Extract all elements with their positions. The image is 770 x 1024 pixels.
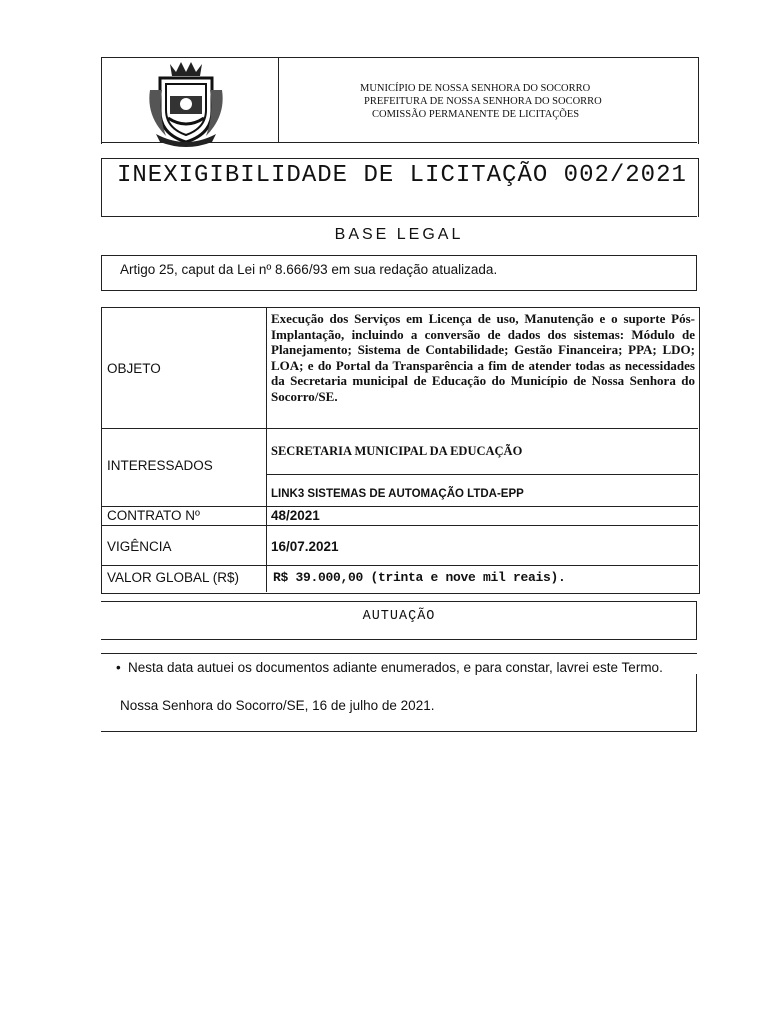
table-column-divider bbox=[266, 307, 267, 592]
contrato-value: 48/2021 bbox=[271, 508, 320, 523]
vigencia-value: 16/07.2021 bbox=[271, 539, 339, 554]
legal-box-left bbox=[101, 255, 102, 291]
autuacao-text-box-top bbox=[101, 653, 697, 654]
legal-box-right bbox=[696, 255, 697, 291]
autuacao-date-line: Nossa Senhora do Socorro/SE, 16 de julho de 2021. bbox=[120, 698, 435, 713]
org-line-prefecture: PREFEITURA DE NOSSA SENHORA DO SOCORRO bbox=[364, 96, 602, 107]
objeto-label: OBJETO bbox=[107, 361, 161, 376]
autuacao-text-box-right bbox=[696, 674, 697, 732]
objeto-value: Execução dos Serviços em Licença de uso, Manutenção e o suporte Pós-Implantação, incluindo a conversão de dados dos sistemas: Módulo de Planejamento; Sistema de Contabilidade; Gestão Financeira; PPA; LDO; LOA; e do Portal da Transparência a fim de atender todas as necessidades da Secretaria municipal de Educação do Município de Nossa Senhora do Socorro/SE. bbox=[271, 311, 695, 404]
interessado-empresa: LINK3 SISTEMAS DE AUTOMAÇÃO LTDA-EPP bbox=[271, 488, 524, 500]
autuacao-heading: AUTUAÇÃO bbox=[362, 609, 436, 624]
org-line-commission: COMISSÃO PERMANENTE DE LICITAÇÕES bbox=[372, 109, 580, 120]
vigencia-label: VIGÊNCIA bbox=[107, 539, 172, 554]
legal-box-bottom bbox=[101, 290, 697, 291]
autuacao-text-box-bottom bbox=[101, 731, 697, 732]
base-legal-heading: BASE LEGAL bbox=[334, 226, 464, 243]
table-subrow-divider bbox=[266, 474, 698, 475]
autuacao-box-top bbox=[101, 601, 697, 602]
municipal-coat-of-arms-icon bbox=[140, 56, 232, 148]
bullet-icon: • bbox=[116, 660, 121, 675]
interessados-label: INTERESSADOS bbox=[107, 458, 213, 473]
org-line-municipality: MUNICÍPIO DE NOSSA SENHORA DO SOCORRO bbox=[360, 83, 591, 94]
valor-global-value: R$ 39.000,00 (trinta e nove mil reais). bbox=[273, 570, 566, 585]
autuacao-box-bottom bbox=[101, 639, 697, 640]
table-row-divider bbox=[101, 525, 698, 526]
interessado-secretaria: SECRETARIA MUNICIPAL DA EDUCAÇÃO bbox=[271, 444, 523, 458]
organization-block bbox=[340, 82, 660, 121]
header-divider bbox=[278, 57, 279, 143]
table-row-divider bbox=[101, 565, 698, 566]
autuacao-paragraph bbox=[108, 659, 693, 676]
contrato-label: CONTRATO Nº bbox=[107, 508, 200, 523]
autuacao-text: Nesta data autuei os documentos adiante enumerados, e para constar, lavrei este Termo. bbox=[128, 660, 663, 675]
base-legal-text: Artigo 25, caput da Lei nº 8.666/93 em sua redação atualizada. bbox=[120, 262, 498, 277]
document-title: INEXIGIBILIDADE DE LICITAÇÃO 002/2021 bbox=[117, 162, 687, 189]
valor-global-label: VALOR GLOBAL (R$) bbox=[107, 570, 240, 585]
base-legal-rule bbox=[101, 255, 697, 256]
table-row-divider bbox=[101, 506, 698, 507]
table-row-divider bbox=[101, 428, 698, 429]
title-bottom-rule bbox=[101, 216, 697, 217]
